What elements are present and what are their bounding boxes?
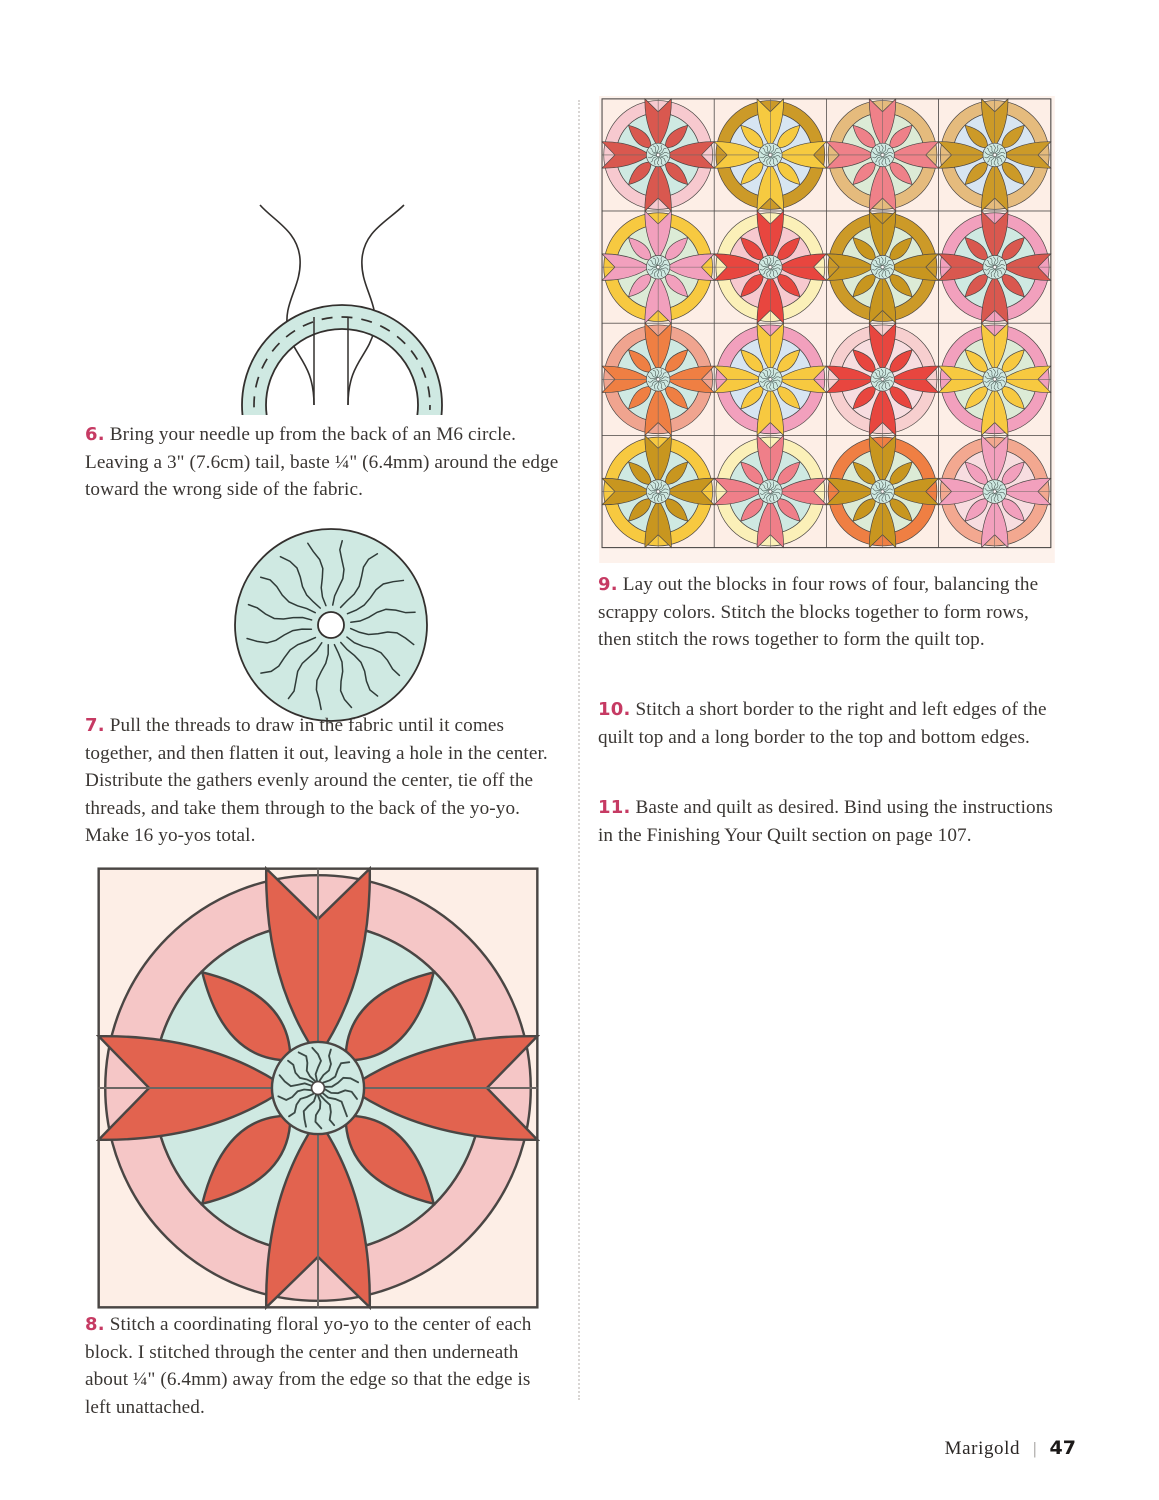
quilt-block: [939, 211, 1051, 323]
yoyo-hole: [993, 265, 996, 268]
column-divider: [578, 100, 580, 1400]
fabric-ring-fill: [242, 305, 442, 415]
yoyo-hole: [993, 378, 996, 381]
quilt-block: [826, 435, 938, 547]
step-10-paragraph: [598, 696, 1060, 773]
quilt-block: [939, 323, 1051, 435]
yoyo-hole: [312, 1082, 325, 1095]
step-8-number: 8.: [85, 1314, 105, 1335]
yoyo-hole: [881, 378, 884, 381]
step-6-paragraph: [85, 421, 565, 526]
figure-gathered-yoyo: [228, 522, 434, 733]
quilt-block: [826, 211, 938, 323]
yoyo-center-hole: [318, 612, 344, 638]
step-7-number: 7.: [85, 715, 105, 736]
quilt-block: [602, 435, 714, 547]
figure-basting-circle: [222, 95, 462, 420]
basting-circle-svg: [222, 95, 462, 415]
step-9-text: Lay out the blocks in four rows of four, balancing the scrappy colors. Stitch the blocks together to form rows, then stitch the rows together to form the quilt top.: [598, 574, 1039, 650]
quilt-block: [714, 323, 826, 435]
quilt-top-svg: [599, 96, 1055, 563]
step-11-paragraph: [598, 794, 1060, 871]
step-7-paragraph: [85, 712, 565, 872]
yoyo-hole: [993, 490, 996, 493]
footer-chapter-name: Marigold: [944, 1438, 1021, 1459]
figure-quilt-top: [599, 96, 1055, 568]
quilt-block: [826, 99, 938, 211]
figure-single-block: [96, 866, 540, 1315]
yoyo-hole: [769, 265, 772, 268]
quilt-block: [714, 435, 826, 547]
page-footer: [945, 1437, 1076, 1460]
thread-right: [348, 205, 404, 405]
step-7-text: Pull the threads to draw in the fabric until it comes together, and then flatten it out, leaving a hole in the center. Distribute the gathers evenly around the center, tie off the threads, and take them through to the back of the yo-yo. Make 16 yo-yos total.: [85, 715, 548, 846]
quilt-block: [714, 99, 826, 211]
step-10-text: Stitch a short border to the right and left edges of the quilt top and a long border to the top and bottom edges.: [598, 699, 1047, 748]
step-8-paragraph: [85, 1311, 555, 1443]
step-9-paragraph: [598, 571, 1060, 676]
quilt-block: [602, 323, 714, 435]
step-8-text: Stitch a coordinating floral yo-yo to the center of each block. I stitched through the center and then underneath about ¼" (6.4mm) away from the edge so that the edge is left unattached.: [85, 1314, 532, 1418]
yoyo-hole: [881, 153, 884, 156]
step-11-text: Baste and quilt as desired. Bind using the instructions in the Finishing Your Quilt section on page 107.: [598, 797, 1053, 846]
quilt-block: [602, 211, 714, 323]
step-11-number: 11.: [598, 797, 631, 818]
footer-separator: |: [1033, 1439, 1037, 1458]
quilt-block: [99, 869, 538, 1308]
yoyo-hole: [656, 490, 659, 493]
yoyo-hole: [881, 265, 884, 268]
yoyo-hole: [769, 153, 772, 156]
step-6-text: Bring your needle up from the back of an M6 circle. Leaving a 3" (7.6cm) tail, baste ¼" (6.4mm) around the edge toward the wrong side of the fabric.: [85, 424, 559, 500]
yoyo-hole: [769, 378, 772, 381]
yoyo-hole: [656, 265, 659, 268]
yoyo-hole: [656, 378, 659, 381]
step-6-number: 6.: [85, 424, 105, 445]
yoyo-hole: [881, 490, 884, 493]
step-9-number: 9.: [598, 574, 618, 595]
step-10-number: 10.: [598, 699, 631, 720]
quilt-block: [939, 435, 1051, 547]
single-block-svg: [96, 866, 540, 1310]
quilt-block: [602, 99, 714, 211]
quilt-block: [826, 323, 938, 435]
yoyo-hole: [769, 490, 772, 493]
quilt-block: [939, 99, 1051, 211]
yoyo-hole: [656, 153, 659, 156]
yoyo-hole: [993, 153, 996, 156]
quilt-block: [714, 211, 826, 323]
footer-page-number: 47: [1049, 1437, 1076, 1459]
gathered-yoyo-svg: [228, 522, 434, 728]
